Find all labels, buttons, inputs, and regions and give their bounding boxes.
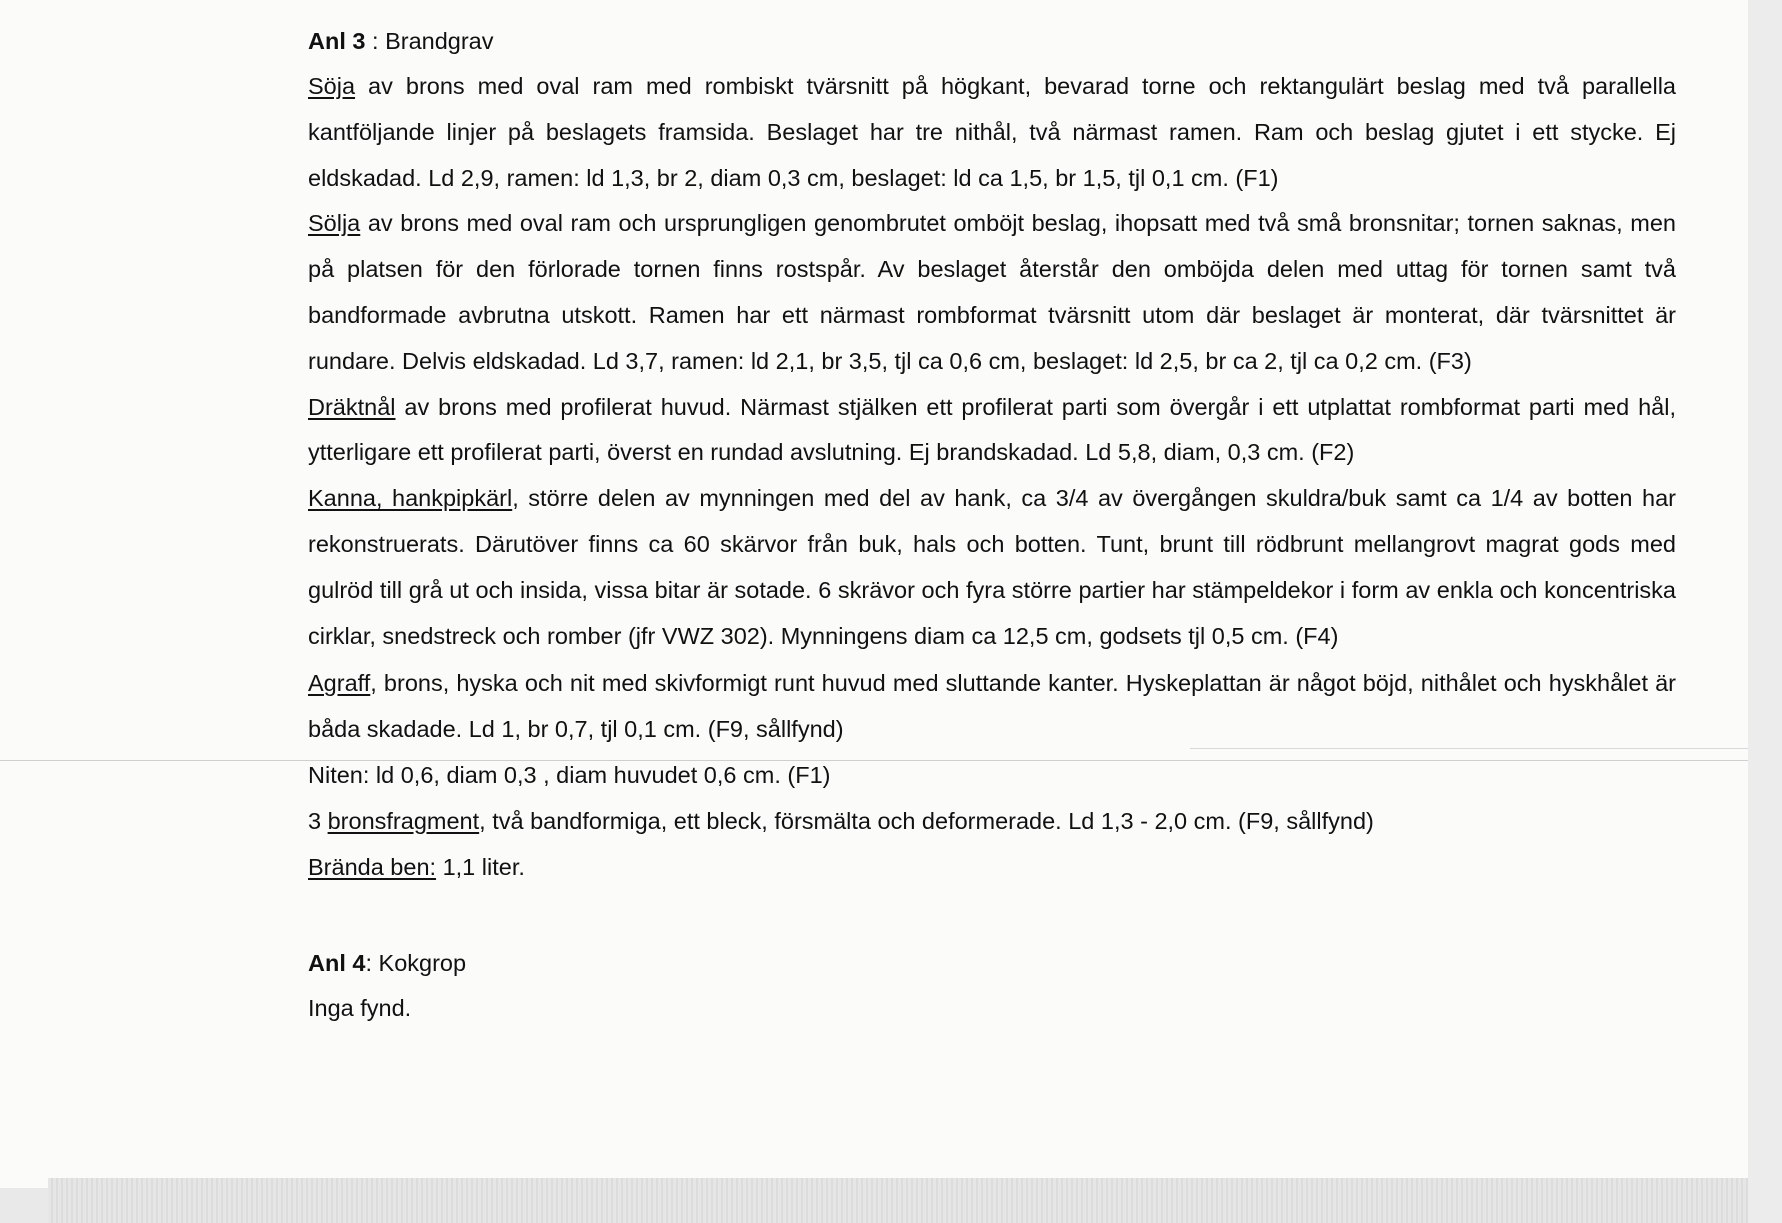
- anl4-heading: [308, 940, 1676, 986]
- find-term: Sölja: [308, 210, 361, 237]
- niten-line: Niten: ld 0,6, diam 0,3 , diam huvudet 0,6 cm. (F1): [308, 761, 831, 788]
- anl3-type: Brandgrav: [385, 28, 494, 54]
- find-entry: [308, 64, 1676, 201]
- find-description: 1,1 liter.: [436, 853, 525, 880]
- find-term: Brända ben:: [308, 853, 437, 880]
- find-description: av brons med oval ram och ursprungligen genombrutet omböjt beslag, ihopsatt med två små bronsnitar; tornen saknas, men på platsen för den förlorade tornen finns rostspår. Av beslaget återstår den omböjda delen med uttag för tornen samt två bandformade avbrutna utskott. Ramen har ett närmast rombformat tvärsnitt utom där beslaget är monterat, där tvärsnittet är rundare. Delvis eldskadad. Ld 3,7, ramen: ld 2,1, br 3,5, tjl ca 0,6 cm, beslaget: ld 2,5, br ca 2, tjl ca 0,2 cm. (F3): [308, 210, 1676, 374]
- find-description: , två bandformiga, ett bleck, försmälta och deformerade. Ld 1,3 - 2,0 cm. (F9, sållfynd): [479, 807, 1374, 834]
- bronsfragment-line: [308, 799, 1676, 845]
- find-term: Kanna, hankpipkärl: [308, 485, 513, 512]
- find-description: , större delen av mynningen med del av hank, ca 3/4 av övergången skuldra/buk samt ca 1/4 av botten har rekonstruerats. Därutöver finns ca 60 skärvor från buk, hals och botten. Tunt, brunt till rödbrunt mellangrovt magrat gods med gulröd till grå ut och insida, vissa bitar är sotade. 6 skrävor och fyra större partier har stämpeldekor i form av enkla och koncentriska cirklar, snedstreck och romber (jfr VWZ 302). Mynningens diam ca 12,5 cm, godsets tjl 0,5 cm. (F4): [308, 485, 1676, 649]
- find-description: av brons med oval ram med rombiskt tvärsnitt på högkant, bevarad torne och rektangulärt beslag med två parallella kantföljande linjer på beslagets framsida. Beslaget har tre nithål, två närmast ramen. Ram och beslag gjutet i ett stycke. Ej eldskadad. Ld 2,9, ramen: ld 1,3, br 2, diam 0,3 cm, beslaget: ld ca 1,5, br 1,5, tjl 0,1 cm. (F1): [308, 73, 1676, 191]
- brandaben-line: [308, 845, 1676, 891]
- anl4-separator: :: [365, 950, 379, 977]
- anl3-heading: [308, 18, 1676, 64]
- anl3-label: Anl 3: [308, 28, 366, 54]
- anl4-type: Kokgrop: [378, 950, 467, 977]
- find-description: av brons med profilerat huvud. Närmast stjälken ett profilerat parti som övergår i ett utplattat rombformat parti med hål, ytterligare ett profilerat parti, överst en rundad avslutning. Ej brandskadad. Ld 5,8, diam, 0,3 cm. (F2): [308, 393, 1676, 466]
- find-term: bronsfragment: [327, 807, 480, 834]
- find-entry: [308, 201, 1676, 384]
- spacer: [308, 890, 1676, 940]
- scan-margin-bottom: [48, 1178, 1748, 1223]
- find-term: Agraff: [308, 670, 371, 697]
- anl4-finds: Inga fynd.: [308, 995, 412, 1022]
- document-body: [308, 18, 1676, 1032]
- find-description: , brons, hyska och nit med skivformigt runt huvud med sluttande kanter. Hyskeplattan är något böjd, nithålet och hyskhålet är båda skadade. Ld 1, br 0,7, tjl 0,1 cm. (F9, sållfynd): [308, 670, 1676, 743]
- find-entry: [308, 661, 1676, 753]
- find-entry: [308, 385, 1676, 477]
- find-entry: [308, 476, 1676, 659]
- bronsfragment-count: 3: [308, 807, 328, 834]
- find-term: Dräktnål: [308, 393, 396, 420]
- find-term: Söja: [308, 73, 356, 99]
- scan-margin-right: [1748, 0, 1782, 1223]
- anl4-label: Anl 4: [308, 950, 366, 977]
- anl3-separator: :: [365, 28, 386, 54]
